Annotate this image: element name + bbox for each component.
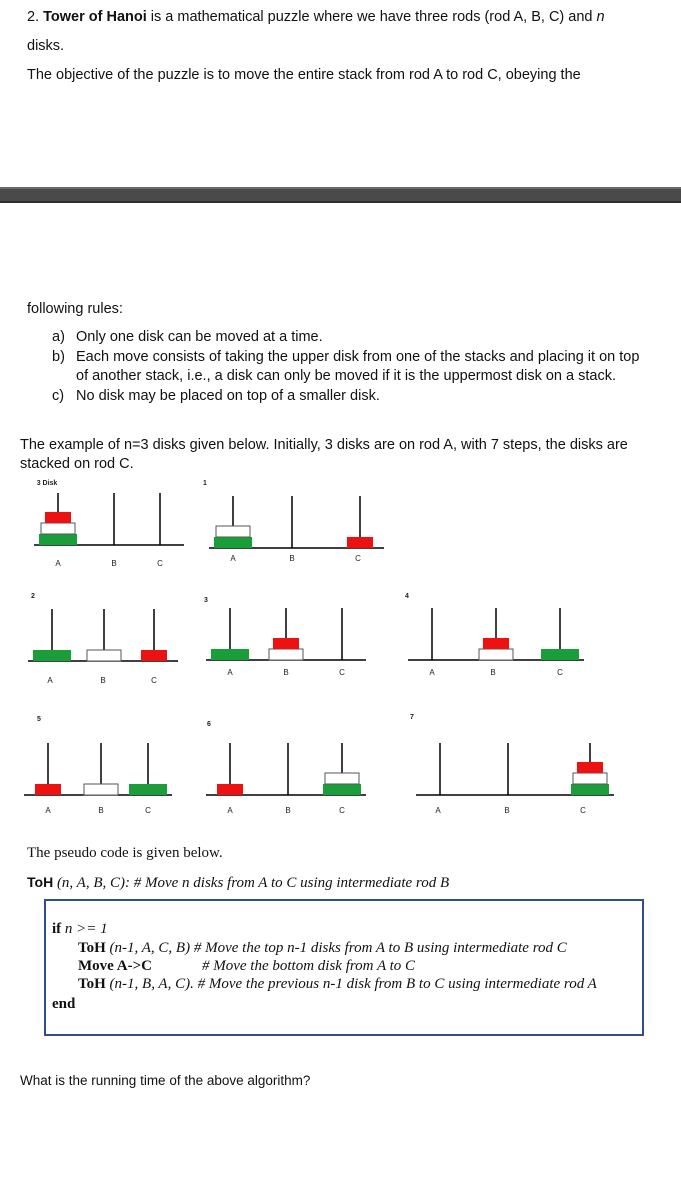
- page-separator: [0, 187, 681, 203]
- signature-func: ToH: [27, 874, 54, 890]
- code-line2: [78, 957, 152, 975]
- rod-label: B: [289, 554, 295, 563]
- hanoi-disk: [269, 649, 303, 660]
- hanoi-disk: [479, 649, 513, 660]
- hanoi-disk: [216, 526, 250, 537]
- question-intro-line2: disks.: [27, 38, 65, 54]
- rod-label: B: [111, 559, 117, 568]
- panel-step-label: 4: [405, 593, 409, 600]
- rod-label: A: [429, 668, 435, 677]
- rule-c-text: No disk may be placed on top of a smaller disk.: [76, 388, 380, 404]
- pseudo-intro: The pseudo code is given below.: [27, 845, 223, 861]
- code-line3-rest: (n-1, B, A, C). # Move the previous n-1 disk from B to C using intermediate rod A: [105, 976, 597, 992]
- rule-c-marker: c): [52, 388, 65, 404]
- code-if-keyword: if: [52, 921, 62, 937]
- example-line1: The example of n=3 disks given below. Initially, 3 disks are on rod A, with 7 steps, the disks are: [20, 437, 628, 453]
- question-number: 2.: [27, 9, 40, 25]
- code-line1: [78, 939, 567, 957]
- hanoi-disk: [45, 512, 71, 523]
- hanoi-disk: [41, 523, 75, 534]
- rod-label: A: [227, 668, 233, 677]
- rule-b-text-1: Each move consists of taking the upper disk from one of the stacks and placing it on top: [76, 349, 640, 365]
- question-objective: The objective of the puzzle is to move the entire stack from rod A to rod C, obeying the: [27, 67, 581, 83]
- hanoi-disk: [214, 537, 252, 548]
- panel-step-label: 5: [37, 716, 41, 723]
- rod-label: C: [157, 559, 163, 568]
- panel-step-label: 3 Disk: [36, 480, 58, 487]
- hanoi-disk: [483, 638, 509, 649]
- hanoi-disk: [273, 638, 299, 649]
- hanoi-disk: [573, 773, 607, 784]
- hanoi-disk: [325, 773, 359, 784]
- hanoi-disk: [347, 537, 373, 548]
- rod-label: A: [45, 806, 51, 815]
- rule-a-marker: a): [52, 329, 65, 345]
- intro-text: is a mathematical puzzle where we have three rods (rod A, B, C) and: [146, 9, 597, 25]
- hanoi-disk: [541, 649, 579, 660]
- rod-label: C: [355, 554, 361, 563]
- code-line2-comment: [202, 957, 415, 975]
- hanoi-disk: [211, 649, 249, 660]
- hanoi-disk: [323, 784, 361, 795]
- rod-label: B: [504, 806, 510, 815]
- hanoi-disk: [577, 762, 603, 773]
- rod-label: B: [98, 806, 104, 815]
- rule-a-text: Only one disk can be moved at a time.: [76, 329, 323, 345]
- hanoi-disk: [35, 784, 61, 795]
- hanoi-disk: [84, 784, 118, 795]
- rod-label: A: [47, 676, 53, 685]
- code-if-cond: n >= 1: [61, 921, 108, 937]
- rod-label: A: [435, 806, 441, 815]
- rod-label: C: [339, 806, 345, 815]
- hanoi-diagram: [0, 470, 681, 820]
- rod-label: C: [557, 668, 563, 677]
- hanoi-disk: [33, 650, 71, 661]
- intro-n: n: [596, 9, 605, 25]
- code-end-line: [52, 995, 75, 1013]
- panel-step-label: 2: [31, 593, 35, 600]
- question-intro-line1: [27, 8, 605, 27]
- following-rules: following rules:: [27, 301, 123, 317]
- code-line2-move: Move A->C: [78, 958, 152, 974]
- hanoi-disk: [129, 784, 167, 795]
- final-question: What is the running time of the above algorithm?: [20, 1073, 311, 1088]
- code-if-line: [52, 920, 108, 938]
- hanoi-disk: [217, 784, 243, 795]
- rod-label: C: [580, 806, 586, 815]
- question-title: Tower of Hanoi: [43, 9, 147, 25]
- code-line1-rest: (n-1, A, C, B) # Move the top n-1 disks from A to B using intermediate rod C: [105, 940, 567, 956]
- hanoi-disk: [141, 650, 167, 661]
- rod-label: C: [151, 676, 157, 685]
- panel-step-label: 6: [207, 721, 211, 728]
- rod-label: B: [285, 806, 291, 815]
- panel-step-label: 3: [204, 597, 208, 604]
- rod-label: B: [283, 668, 289, 677]
- rule-b-text-2: of another stack, i.e., a disk can only be moved if it is the uppermost disk on a stack.: [76, 368, 616, 384]
- rod-label: C: [339, 668, 345, 677]
- pseudo-signature: [27, 873, 449, 893]
- signature-rest: (n, A, B, C): # Move n disks from A to C using intermediate rod B: [53, 875, 450, 891]
- rod-label: A: [55, 559, 61, 568]
- panel-step-label: 1: [203, 480, 207, 487]
- code-end-keyword: end: [52, 996, 76, 1012]
- rod-label: B: [100, 676, 106, 685]
- code-line2-rest: # Move the bottom disk from A to C: [202, 958, 416, 974]
- code-line3: [78, 975, 597, 993]
- rod-label: C: [145, 806, 151, 815]
- rod-label: A: [230, 554, 236, 563]
- hanoi-disk: [571, 784, 609, 795]
- code-line1-func: ToH: [78, 940, 106, 956]
- hanoi-disk: [39, 534, 77, 545]
- example-line2: stacked on rod C.: [20, 456, 134, 472]
- rule-b-marker: b): [52, 349, 65, 365]
- rod-label: A: [227, 806, 233, 815]
- panel-step-label: 7: [410, 714, 414, 721]
- hanoi-disk: [87, 650, 121, 661]
- code-line3-func: ToH: [78, 976, 106, 992]
- rod-label: B: [490, 668, 496, 677]
